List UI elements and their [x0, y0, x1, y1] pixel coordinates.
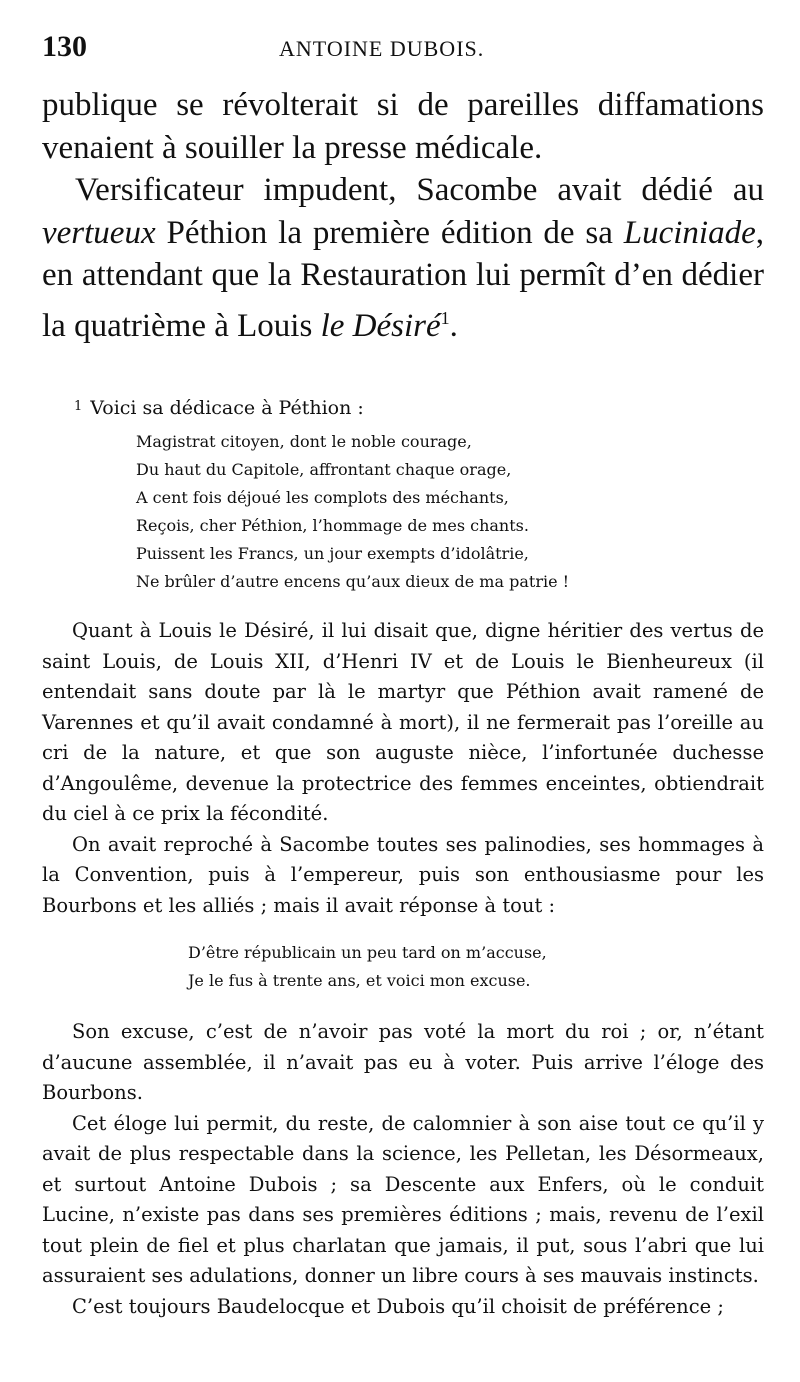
dedication-verse [136, 428, 764, 596]
paragraph-2 [42, 169, 764, 347]
footnote-reference[interactable]: 1 [440, 307, 450, 328]
footnote-body-continued [42, 1017, 764, 1322]
paragraph-2-text-e: , en attendant que la Restauration lui permît d’en dédier la quatrième à Louis [42, 214, 764, 344]
main-text [42, 84, 764, 347]
footnote-paragraph-6: Cet éloge lui permit, du reste, de calomnier à son aise tout ce qu’il y avait de plus respectable dans la science, les Pelletan, les Désormeaux, et surtout Antoine Dubois ; sa Descente aux Enfers, où le conduit Lucine, n’existe pas dans ses premières éditions ; mais, revenu de l’exil tout plein de fiel et plus charlatan que jamais, il put, sous l’abri que lui assuraient ses adulations, donner un libre cours à ses mauvais instincts. [42, 1111, 764, 1287]
italic-vertueux: vertueux [42, 214, 156, 251]
page-header [42, 30, 764, 84]
paragraph-2-text-a: Versificateur impudent, Sacombe avait dédié au [75, 172, 764, 208]
verse-line: D’être républicain un peu tard on m’accuse, [188, 943, 547, 962]
verse-line: A cent fois déjoué les complots des méchants, [136, 488, 509, 507]
excuse-verse [188, 939, 764, 995]
verse-line: Ne brûler d’autre encens qu’aux dieux de ma patrie ! [136, 572, 570, 591]
footnote-intro [74, 395, 764, 420]
verse-line: Du haut du Capitole, affrontant chaque orage, [136, 460, 512, 479]
book-page [42, 30, 764, 1322]
verse-line: Reçois, cher Péthion, l’hommage de mes chants. [136, 516, 529, 535]
footnote-body [42, 616, 764, 921]
verse-line: Je le fus à trente ans, et voici mon excuse. [188, 971, 531, 990]
italic-luciniade: Luciniade [623, 214, 756, 251]
running-title: ANTOINE DUBOIS. [279, 36, 485, 61]
page-number: 130 [42, 30, 87, 63]
footnote-paragraph-7: C’est toujours Baudelocque et Dubois qu’il choisit de préférence ; [72, 1294, 724, 1318]
footnote-marker: 1 [74, 399, 83, 414]
paragraph-2-text-c: Péthion la première édition de sa [155, 214, 624, 251]
paragraph-1: publique se révolterait si de pareilles diffamations venaient à souiller la presse médicale. [42, 87, 764, 166]
footnote-paragraph-3: Quant à Louis le Désiré, il lui disait que, digne héritier des vertus de saint Louis, de Louis XII, d’Henri IV et de Louis le Bienheureux (il entendait sans doute par là le martyr que Péthion avait ramené de Varennes et qu’il avait condamné à mort), il ne fermerait pas l’oreille au cri de la nature, et que son auguste nièce, l’infortunée duchesse d’Angoulême, devenue la protectrice des femmes enceintes, obtiendrait du ciel à ce prix la fécondité. [42, 619, 764, 825]
italic-le-desire: le Désiré [320, 307, 441, 344]
footnote-paragraph-4: On avait reproché à Sacombe toutes ses palinodies, ses hommages à la Convention, puis à l’empereur, puis son enthousiasme pour les Bourbons et les alliés ; mais il avait réponse à tout : [42, 832, 764, 917]
footnote-intro-text: Voici sa dédicace à Péthion : [90, 397, 364, 419]
verse-line: Puissent les Francs, un jour exempts d’idolâtrie, [136, 544, 529, 563]
footnote-paragraph-5: Son excuse, c’est de n’avoir pas voté la mort du roi ; or, n’étant d’aucune assemblée, il n’avait pas eu à voter. Puis arrive l’éloge des Bourbons. [42, 1020, 764, 1104]
paragraph-2-period: . [449, 307, 458, 344]
verse-line: Magistrat citoyen, dont le noble courage, [136, 432, 472, 451]
